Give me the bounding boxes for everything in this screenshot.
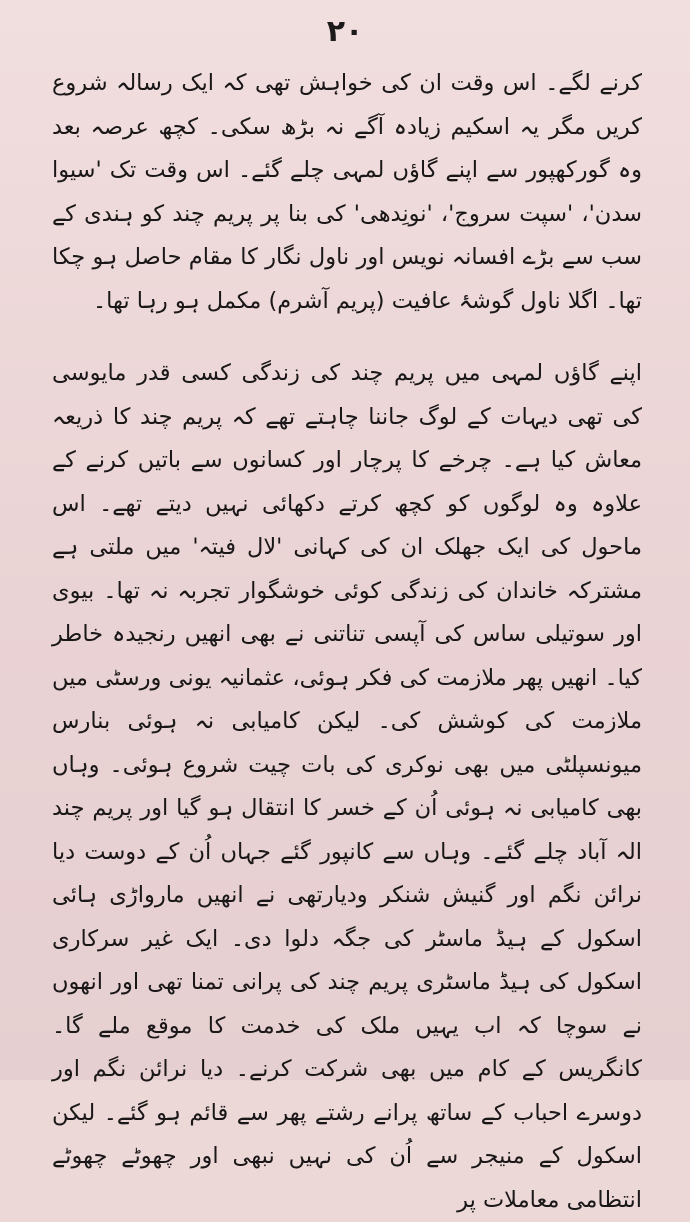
paragraph-1 [52,62,642,323]
paragraph-2-text: اپنے گاؤں لمہی میں پریم چند کی زندگی کسی قدر مایوسی کی تھی دیہات کے لوگ جاننا چاہتے تھے کہ پریم چند کا ذریعہ معاش کیا ہے۔ چرخے کا پرچار اور کسانوں سے باتیں کرنے کے علاوہ وہ لوگوں کو کچھ کرتے دکھائی نہیں دیتے تھے۔ اس ماحول کی ایک جھلک ان کی کہانی 'لال فیتہ' میں ملتی ہے مشترکہ خاندان کی زندگی کوئی خوشگوار تجربہ نہ تھا۔ بیوی اور سوتیلی ساس کی آپسی تناتنی نے بھی انھیں رنجیدہ خاطر کیا۔ انھیں پھر ملازمت کی فکر ہوئی، عثمانیہ یونی ورسٹی میں ملازمت کی کوشش کی۔ لیکن کامیابی نہ ہوئی بنارس میونسپلٹی میں بھی نوکری کی بات چیت شروع ہوئی۔ وہاں بھی کامیابی نہ ہوئی اُن کے خسر کا انتقال ہو گیا اور پریم چند الہ آباد چلے گئے۔ وہاں سے کانپور گئے جہاں اُن کے دوست دیا نرائن نگم اور گنیش شنکر ودیارتھی نے انھیں مارواڑی ہائی اسکول کے ہیڈ ماسٹر کی جگہ دلوا دی۔ ایک غیر سرکاری اسکول کی ہیڈ ماسٹری پریم چند کی پرانی تمنا تھی اور انھوں نے سوچا کہ اب یہیں ملک کی خدمت کا موقع ملے گا۔ کانگریس کے کام میں بھی شرکت کرنے۔ دیا نرائن نگم اور دوسرے احباب کے ساتھ پرانے رشتے پھر سے قائم ہو گئے۔ لیکن اسکول کے منیجر سے اُن کی نہیں نبھی اور چھوٹے چھوٹے انتظامی معاملات پر [52,360,642,1213]
paragraph-2 [52,352,642,1222]
paragraph-1-text: کرنے لگے۔ اس وقت ان کی خواہش تھی کہ ایک رسالہ شروع کریں مگر یہ اسکیم زیادہ آگے نہ بڑھ سکی۔ کچھ عرصہ بعد وہ گورکھپور سے اپنے گاؤں لمہی چلے گئے۔ اس وقت تک 'سیوا سدن'، 'سپت سروج'، 'نونِدھی' کی بنا پر پریم چند کو ہندی کے سب سے بڑے افسانہ نویس اور ناول نگار کا مقام حاصل ہو چکا تھا۔ اگلا ناول گوشۂ عافیت (پریم آشرم) مکمل ہو رہا تھا۔ [52,70,642,314]
page-number: ۲۰ [326,14,364,49]
